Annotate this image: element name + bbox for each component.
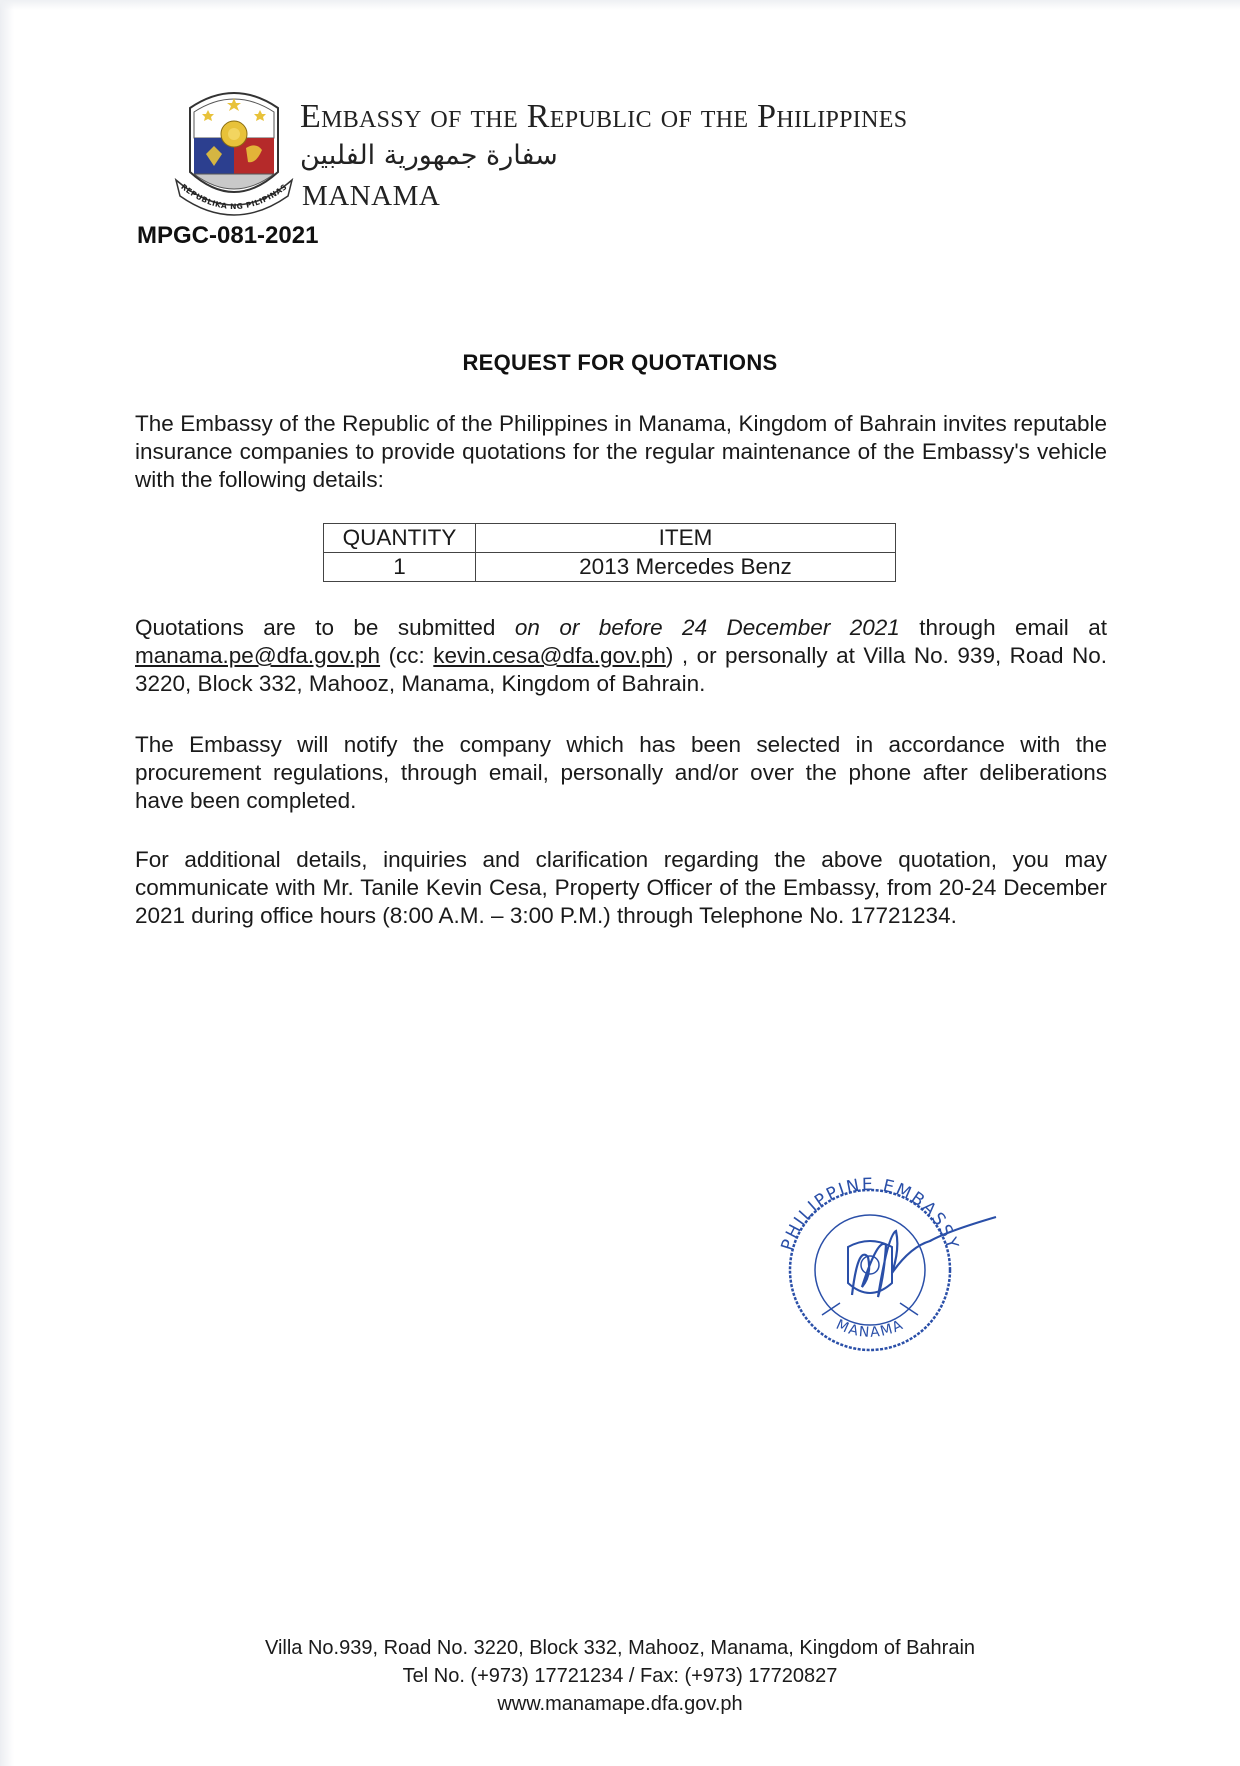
item-cell: 2013 Mercedes Benz: [476, 553, 896, 582]
submission-through: through email at: [919, 615, 1107, 640]
footer-address: Villa No.939, Road No. 3220, Block 332, Mahooz, Manama, Kingdom of Bahrain: [264, 1637, 976, 1659]
table-row: [324, 553, 896, 582]
embassy-title-arabic: سفارة جمهورية الفلبين: [300, 140, 558, 171]
page-edge-shadow: [0, 0, 14, 1766]
seal-motto: REPUBLIKA NG PILIPINAS: [179, 182, 289, 212]
quantity-header: QUANTITY: [324, 524, 476, 553]
document-title: REQUEST FOR QUOTATIONS: [462, 350, 778, 375]
svg-text:MANAMA: [834, 1317, 907, 1341]
page-top-shadow: [0, 0, 1240, 10]
submission-deadline: on or before 24 December 2021: [514, 615, 900, 640]
embassy-stamp-icon: [760, 1175, 1000, 1355]
embassy-city: MANAMA: [302, 180, 441, 212]
quantity-cell: 1: [324, 553, 476, 582]
table-header-row: [324, 524, 896, 553]
submission-lead: Quotations are to be submitted: [135, 615, 496, 640]
stamp-bottom-text: MANAMA: [833, 1316, 907, 1341]
cc-label: (cc:: [388, 643, 425, 668]
submission-paragraph: [135, 614, 1107, 698]
items-table: [323, 523, 896, 582]
intro-paragraph: The Embassy of the Republic of the Philippines in Manama, Kingdom of Bahrain invites reputable insurance companies to provide quotations for the regular maintenance of the Embassy's vehicle with the following details:: [135, 411, 1107, 492]
primary-email-link[interactable]: manama.pe@dfa.gov.ph: [135, 643, 381, 668]
cc-email-link[interactable]: kevin.cesa@dfa.gov.ph: [433, 643, 666, 668]
reference-code: MPGC-081-2021: [137, 222, 319, 249]
embassy-title: Embassy of the Republic of the Philippines: [300, 98, 908, 135]
contact-paragraph: For additional details, inquiries and clarification regarding the above quotation, you may communicate with Mr. Tanile Kevin Cesa, Property Officer of the Embassy, from 20-24 December 2021 during office hours (8:00 A.M. – 3:00 P.M.) through Telephone No. 17721234.: [135, 847, 1107, 928]
item-header: ITEM: [476, 524, 896, 553]
stamp-top-text: PHILIPPINE EMBASSY: [777, 1175, 963, 1254]
footer-website[interactable]: www.manamape.dfa.gov.ph: [497, 1693, 743, 1715]
submission-tail: ) , or personally at Villa No. 939, Road No. 3220, Block 332, Mahooz, Manama, Kingdom of Bahrain.: [135, 643, 1107, 696]
notification-paragraph: The Embassy will notify the company which has been selected in accordance with the procurement regulations, through email, personally and/or over the phone after deliberations have been completed.: [135, 732, 1107, 813]
philippine-seal-icon: [170, 84, 298, 220]
footer: [0, 1634, 1240, 1718]
footer-phone-fax: Tel No. (+973) 17721234 / Fax: (+973) 17720827: [402, 1665, 838, 1687]
